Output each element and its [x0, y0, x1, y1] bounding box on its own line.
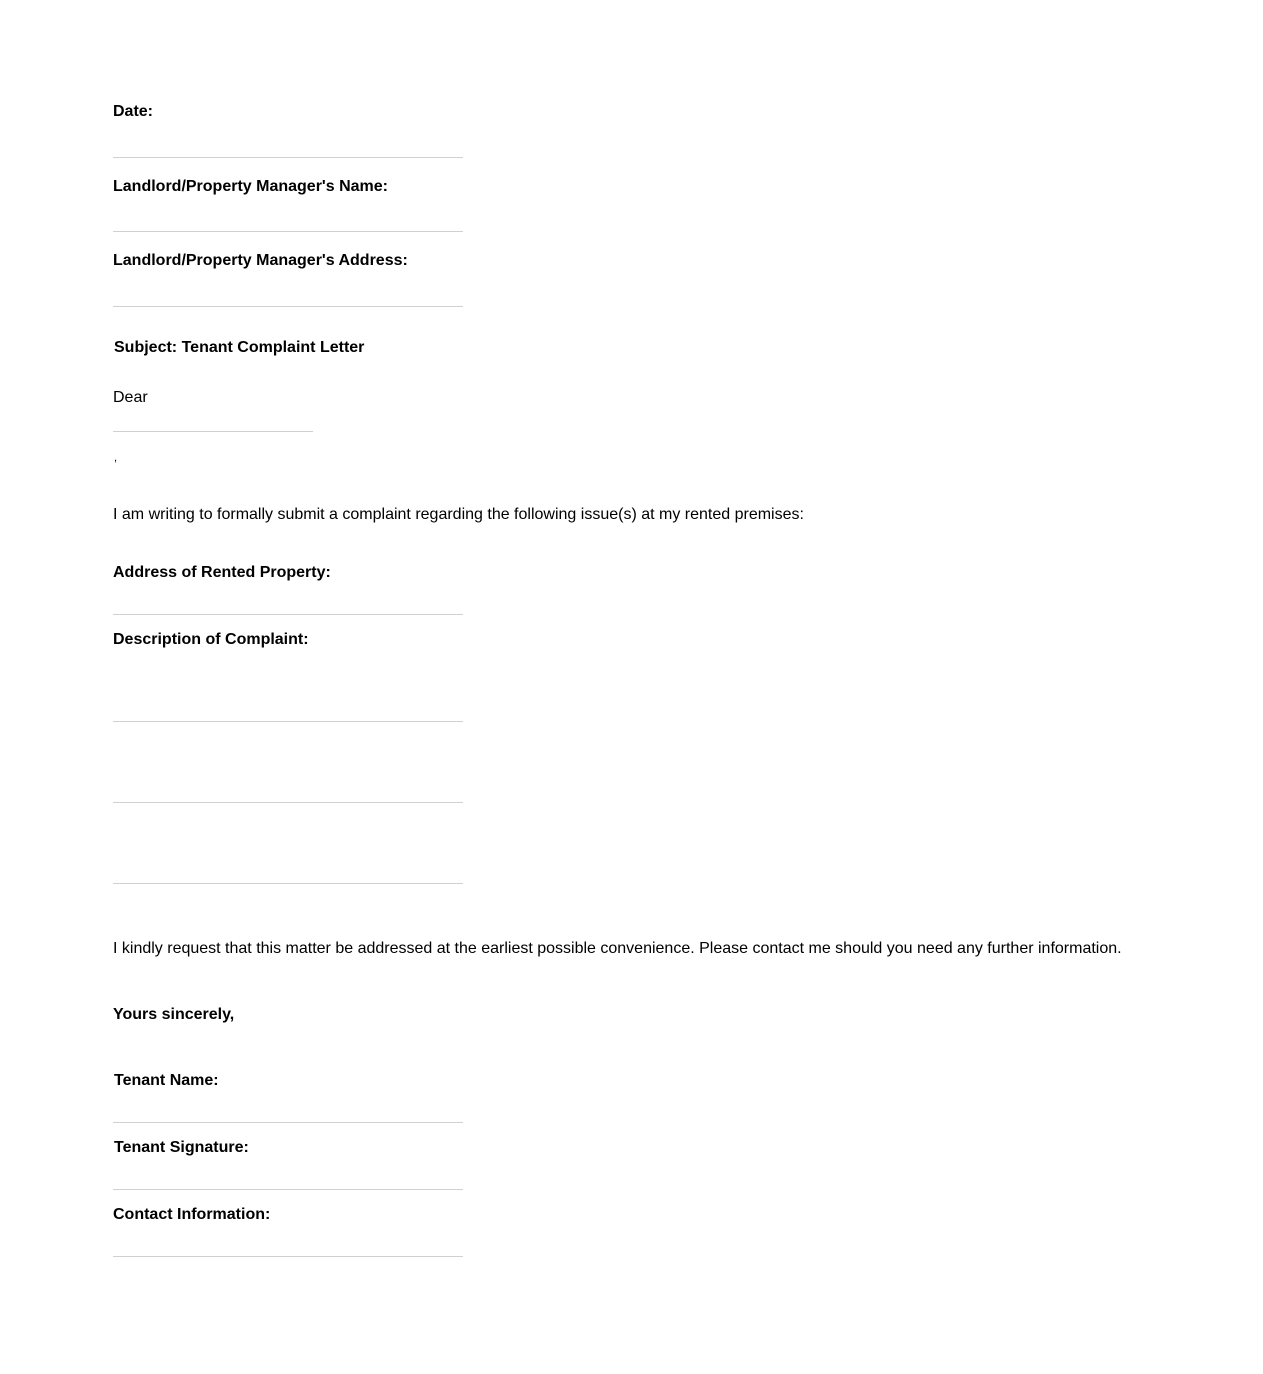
salutation: Dear: [113, 389, 148, 406]
salutation-comma: ,: [114, 452, 118, 464]
intro-paragraph: I am writing to formally submit a complaint regarding the following issue(s) at my rented premises:: [113, 506, 804, 523]
salutation-name-field[interactable]: [113, 431, 313, 432]
tenant-name-field[interactable]: [113, 1122, 463, 1123]
description-line-2[interactable]: [113, 802, 463, 803]
rented-address-field[interactable]: [113, 614, 463, 615]
tenant-name-label: Tenant Name:: [114, 1072, 219, 1089]
landlord-address-field[interactable]: [113, 306, 463, 307]
description-line-3[interactable]: [113, 883, 463, 884]
contact-information-field[interactable]: [113, 1256, 463, 1257]
closing-paragraph: I kindly request that this matter be addressed at the earliest possible convenience. Please contact me should you need any further information.: [113, 940, 1122, 957]
landlord-address-label: Landlord/Property Manager's Address:: [113, 252, 408, 269]
subject-line: [114, 338, 364, 358]
landlord-name-field[interactable]: [113, 231, 463, 232]
description-line-1[interactable]: [113, 721, 463, 722]
rented-address-label: Address of Rented Property:: [113, 564, 331, 581]
description-label: Description of Complaint:: [113, 631, 309, 648]
contact-information-label: Contact Information:: [113, 1206, 271, 1223]
date-field[interactable]: [113, 157, 463, 158]
subject-text: Tenant Complaint Letter: [181, 339, 365, 356]
sign-off: Yours sincerely,: [113, 1006, 235, 1023]
date-label: Date:: [113, 103, 154, 120]
tenant-signature-label: Tenant Signature:: [114, 1139, 249, 1156]
tenant-signature-field[interactable]: [113, 1189, 463, 1190]
landlord-name-label: Landlord/Property Manager's Name:: [113, 178, 388, 195]
subject-label: Subject:: [114, 339, 178, 356]
